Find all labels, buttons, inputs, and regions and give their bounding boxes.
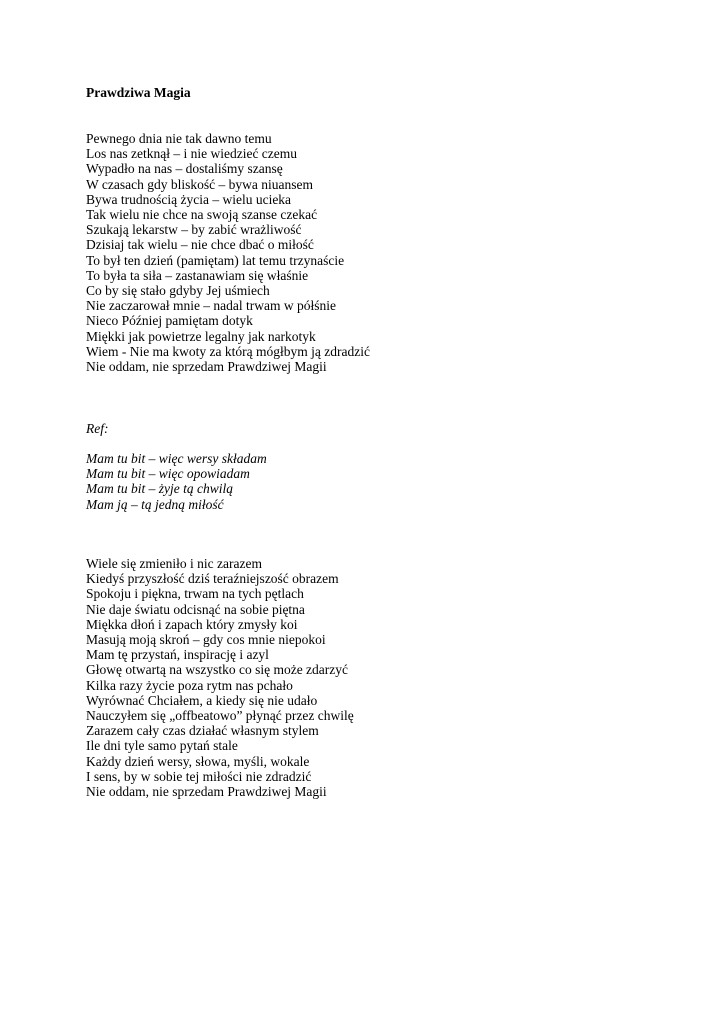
verse-line: Nie oddam, nie sprzedam Prawdziwej Magii (86, 784, 327, 800)
verse-line: Kilka razy życie poza rytm nas pchało (86, 677, 293, 693)
verse-line: Co by się stało gdyby Jej uśmiech (86, 283, 270, 299)
verse-line: W czasach gdy bliskość – bywa niuansem (86, 176, 313, 192)
verse-line: I sens, by w sobie tej miłości nie zdradzić (86, 768, 312, 784)
verse-line: Zarazem cały czas działać własnym stylem (86, 723, 319, 739)
verse-line: Nie zaczarował mnie – nadal trwam w półśnie (86, 298, 337, 314)
document-page (86, 84, 686, 800)
refrain-label: Ref: (86, 421, 109, 436)
verse-line: Los nas zetknął – i nie wiedzieć czemu (86, 146, 298, 162)
verse-line: Nie oddam, nie sprzedam Prawdziwej Magii (86, 359, 327, 375)
verse-2 (86, 556, 354, 799)
verse-line: Pewnego dnia nie tak dawno temu (86, 131, 272, 146)
verse-line: Miękka dłoń i zapach który zmysły koi (86, 616, 298, 632)
poem-title: Prawdziwa Magia (86, 85, 191, 100)
verse-line: Każdy dzień wersy, słowa, myśli, wokale (86, 753, 310, 769)
verse-line: Mam tę przystań, inspirację i azyl (86, 647, 269, 663)
verse-line: Szukają lekarstw – by zabić wrażliwość (86, 222, 302, 238)
verse-line: Tak wielu nie chce na swoją szanse czekać (86, 207, 318, 223)
verse-line: Miękki jak powietrze legalny jak narkotyk (86, 328, 316, 344)
verse-line: To była ta siła – zastanawiam się właśnie (86, 267, 309, 283)
verse-line: Kiedyś przyszłość dziś teraźniejszość obrazem (86, 571, 339, 587)
chorus-line: Mam tu bit – więc wersy składam (86, 451, 267, 466)
verse-line: Głowę otwartą na wszystko co się może zdarzyć (86, 662, 349, 678)
chorus-line: Mam ją – tą jedną miłość (86, 496, 224, 512)
verse-line: Nauczyłem się „offbeatowo” płynąć przez chwilę (86, 708, 354, 724)
verse-1 (86, 131, 370, 374)
verse-line: Nieco Później pamiętam dotyk (86, 313, 253, 329)
verse-line: Ile dni tyle samo pytań stale (86, 738, 238, 754)
verse-line: Masują moją skroń – gdy cos mnie niepokoi (86, 632, 326, 648)
chorus-line: Mam tu bit – żyje tą chwilą (86, 481, 233, 497)
verse-line: Nie daje światu odcisnąć na sobie piętna (86, 601, 305, 617)
verse-line: Bywa trudnością życia – wielu ucieka (86, 191, 292, 207)
verse-line: Wyrównać Chciałem, a kiedy się nie udało (86, 692, 318, 708)
verse-line: Wiem - Nie ma kwoty za którą mógłbym ją zdradzić (86, 343, 370, 359)
verse-line: Wypadło na nas – dostaliśmy szansę (86, 161, 283, 177)
chorus-line: Mam tu bit – więc opowiadam (86, 466, 250, 482)
verse-line: Spokoju i piękna, trwam na tych pętlach (86, 586, 304, 602)
verse-line: To był ten dzień (pamiętam) lat temu trzynaście (86, 252, 345, 268)
chorus (86, 451, 267, 512)
verse-line: Wiele się zmieniło i nic zarazem (86, 556, 262, 571)
verse-line: Dzisiaj tak wielu – nie chce dbać o miłość (86, 237, 314, 253)
